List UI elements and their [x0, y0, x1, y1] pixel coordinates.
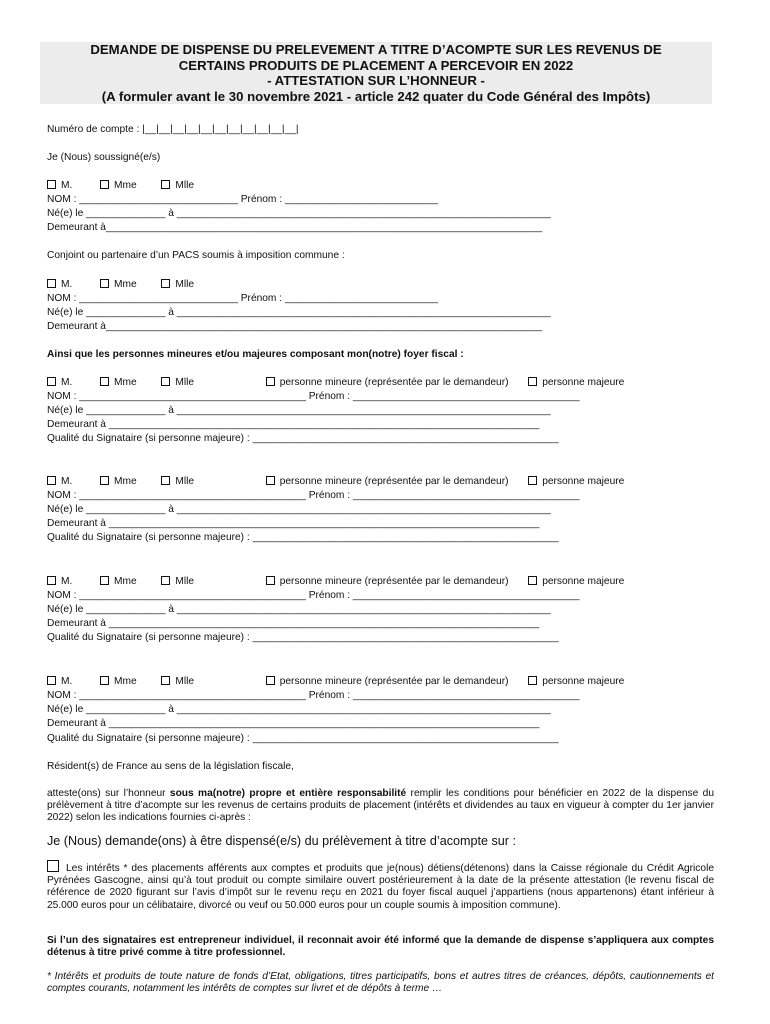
title-line-1: DEMANDE DE DISPENSE DU PRELEVEMENT A TITRE D’ACOMPTE SUR LES REVENUS DE	[90, 42, 662, 57]
conjoint-heading: Conjoint ou partenaire d’un PACS soumis à imposition commune :	[47, 250, 345, 261]
checkbox-m[interactable]	[47, 476, 56, 485]
person-address-row[interactable]: Demeurant à ____________________________________________________________________________	[47, 618, 540, 629]
person-civility: M. Mme Mlle personne mineure (représentée par le demandeur) personne majeure	[47, 476, 624, 488]
account-number-row	[47, 124, 299, 136]
checkbox-mlle[interactable]	[161, 576, 170, 585]
conjoint-civility: M. Mme Mlle	[47, 279, 194, 291]
person-name-row[interactable]: NOM : ________________________________________ Prénom : ________________________________________	[47, 391, 580, 402]
attestation-paragraph: atteste(ons) sur l’honneur sous ma(notre) propre et entière responsabilité remplir les conditions pour bénéficier en 2022 de la dispense du prélèvement à titre d’acompte sur les revenus de certains produits de placement (intérêts et dividendes au taux en vigueur à compter du 1er janvier 2022) selon les indications fournies ci-après :	[47, 788, 714, 824]
checkbox-mlle[interactable]	[161, 476, 170, 485]
checkbox-mineure[interactable]	[266, 576, 275, 585]
checkbox-mme[interactable]	[100, 476, 109, 485]
person-qualite-row[interactable]: Qualité du Signataire (si personne majeure) : ______________________________________________________	[47, 433, 559, 444]
conjoint-name-row[interactable]: NOM : ____________________________ Prénom : ___________________________	[47, 293, 438, 304]
interets-paragraph: Les intérêts * des placements afférents aux comptes et produits que je(nous) détiens(détenons) dans la Caisse régionale du Crédit Agricole Pyrénées Gascogne, ainsi qu’à tout produit ou compte similaire ouvert postérieurement à la date de la présente attestation (le revenu fiscal de référence de 2020 figurant sur l’avis d’impôt sur le revenu reçu en 2021 du foyer fiscal auquel j’appartiens (nous appartenons) étant inférieur à 25.000 euros pour un célibataire, divorcé ou veuf ou 50.000 euros pour un couple soumis à imposition commune).	[47, 860, 714, 912]
checkbox-mme[interactable]	[100, 180, 109, 189]
intro-text: Je (Nous) soussigné(e/s)	[47, 152, 161, 163]
form-title	[40, 42, 712, 104]
declarant-name-row[interactable]: NOM : ____________________________ Prénom : ___________________________	[47, 194, 438, 205]
person-name-row[interactable]: NOM : ________________________________________ Prénom : ________________________________________	[47, 490, 580, 501]
resident-text: Résident(s) de France au sens de la législation fiscale,	[47, 761, 294, 772]
checkbox-mme[interactable]	[100, 279, 109, 288]
footnote: * Intérêts et produits de toute nature de fonds d’Etat, obligations, titres participatifs, bons et autres titres de créances, dépôts, cautionnements et comptes courants, notamment les intérêts de comptes sur livret et de dépôts à terme …	[47, 971, 714, 995]
checkbox-mineure[interactable]	[266, 377, 275, 386]
checkbox-majeure[interactable]	[528, 377, 537, 386]
checkbox-mme[interactable]	[100, 576, 109, 585]
person-name-row[interactable]: NOM : ________________________________________ Prénom : ________________________________________	[47, 590, 580, 601]
checkbox-majeure[interactable]	[528, 476, 537, 485]
checkbox-majeure[interactable]	[528, 576, 537, 585]
demande-heading: Je (Nous) demande(ons) à être dispensé(e/s) du prélèvement à titre d’acompte sur :	[47, 834, 516, 848]
title-line-2: CERTAINS PRODUITS DE PLACEMENT A PERCEVOIR EN 2022	[178, 57, 574, 73]
checkbox-mineure[interactable]	[266, 676, 275, 685]
person-civility: M. Mme Mlle personne mineure (représentée par le demandeur) personne majeure	[47, 377, 624, 389]
declarant-address-row[interactable]: Demeurant à_____________________________________________________________________________	[47, 222, 543, 233]
checkbox-m[interactable]	[47, 180, 56, 189]
foyer-heading: Ainsi que les personnes mineures et/ou majeures composant mon(notre) foyer fiscal :	[47, 349, 464, 360]
conjoint-birth-row[interactable]: Né(e) le ______________ à __________________________________________________________________	[47, 307, 551, 318]
person-civility: M. Mme Mlle personne mineure (représentée par le demandeur) personne majeure	[47, 576, 624, 588]
person-birth-row[interactable]: Né(e) le ______________ à __________________________________________________________________	[47, 405, 551, 416]
checkbox-mlle[interactable]	[161, 377, 170, 386]
person-address-row[interactable]: Demeurant à ____________________________________________________________________________	[47, 718, 540, 729]
person-civility: M. Mme Mlle personne mineure (représentée par le demandeur) personne majeure	[47, 676, 624, 688]
checkbox-mme[interactable]	[100, 676, 109, 685]
checkbox-mme[interactable]	[100, 377, 109, 386]
person-address-row[interactable]: Demeurant à ____________________________________________________________________________	[47, 419, 540, 430]
person-birth-row[interactable]: Né(e) le ______________ à __________________________________________________________________	[47, 704, 551, 715]
checkbox-m[interactable]	[47, 576, 56, 585]
person-qualite-row[interactable]: Qualité du Signataire (si personne majeure) : ______________________________________________________	[47, 733, 559, 744]
person-birth-row[interactable]: Né(e) le ______________ à __________________________________________________________________	[47, 504, 551, 515]
checkbox-m[interactable]	[47, 377, 56, 386]
person-qualite-row[interactable]: Qualité du Signataire (si personne majeure) : ______________________________________________________	[47, 632, 559, 643]
conjoint-address-row[interactable]: Demeurant à_____________________________________________________________________________	[47, 321, 543, 332]
checkbox-mlle[interactable]	[161, 676, 170, 685]
account-number-label: Numéro de compte :	[47, 124, 140, 135]
checkbox-m[interactable]	[47, 676, 56, 685]
person-name-row[interactable]: NOM : ________________________________________ Prénom : ________________________________________	[47, 690, 580, 701]
account-number-field[interactable]: |__|__|__|__|__|__|__|__|__|__|__|	[142, 124, 299, 135]
checkbox-mlle[interactable]	[161, 279, 170, 288]
declarant-civility: M. Mme Mlle	[47, 180, 194, 192]
entrepreneur-notice: Si l’un des signataires est entrepreneur individuel, il reconnait avoir été informé que la demande de dispense s’appliquera aux comptes détenus à titre privé comme à titre professionnel.	[47, 935, 714, 959]
checkbox-mlle[interactable]	[161, 180, 170, 189]
declarant-birth-row[interactable]: Né(e) le ______________ à __________________________________________________________________	[47, 208, 551, 219]
person-birth-row[interactable]: Né(e) le ______________ à __________________________________________________________________	[47, 604, 551, 615]
checkbox-interets[interactable]	[47, 860, 59, 872]
person-qualite-row[interactable]: Qualité du Signataire (si personne majeure) : ______________________________________________________	[47, 532, 559, 543]
title-line-3: - ATTESTATION SUR L’HONNEUR -	[267, 73, 485, 88]
checkbox-mineure[interactable]	[266, 476, 275, 485]
checkbox-majeure[interactable]	[528, 676, 537, 685]
title-line-4: (A formuler avant le 30 novembre 2021 - article 242 quater du Code Général des Impôts)	[101, 88, 651, 104]
checkbox-m[interactable]	[47, 279, 56, 288]
person-address-row[interactable]: Demeurant à ____________________________________________________________________________	[47, 518, 540, 529]
